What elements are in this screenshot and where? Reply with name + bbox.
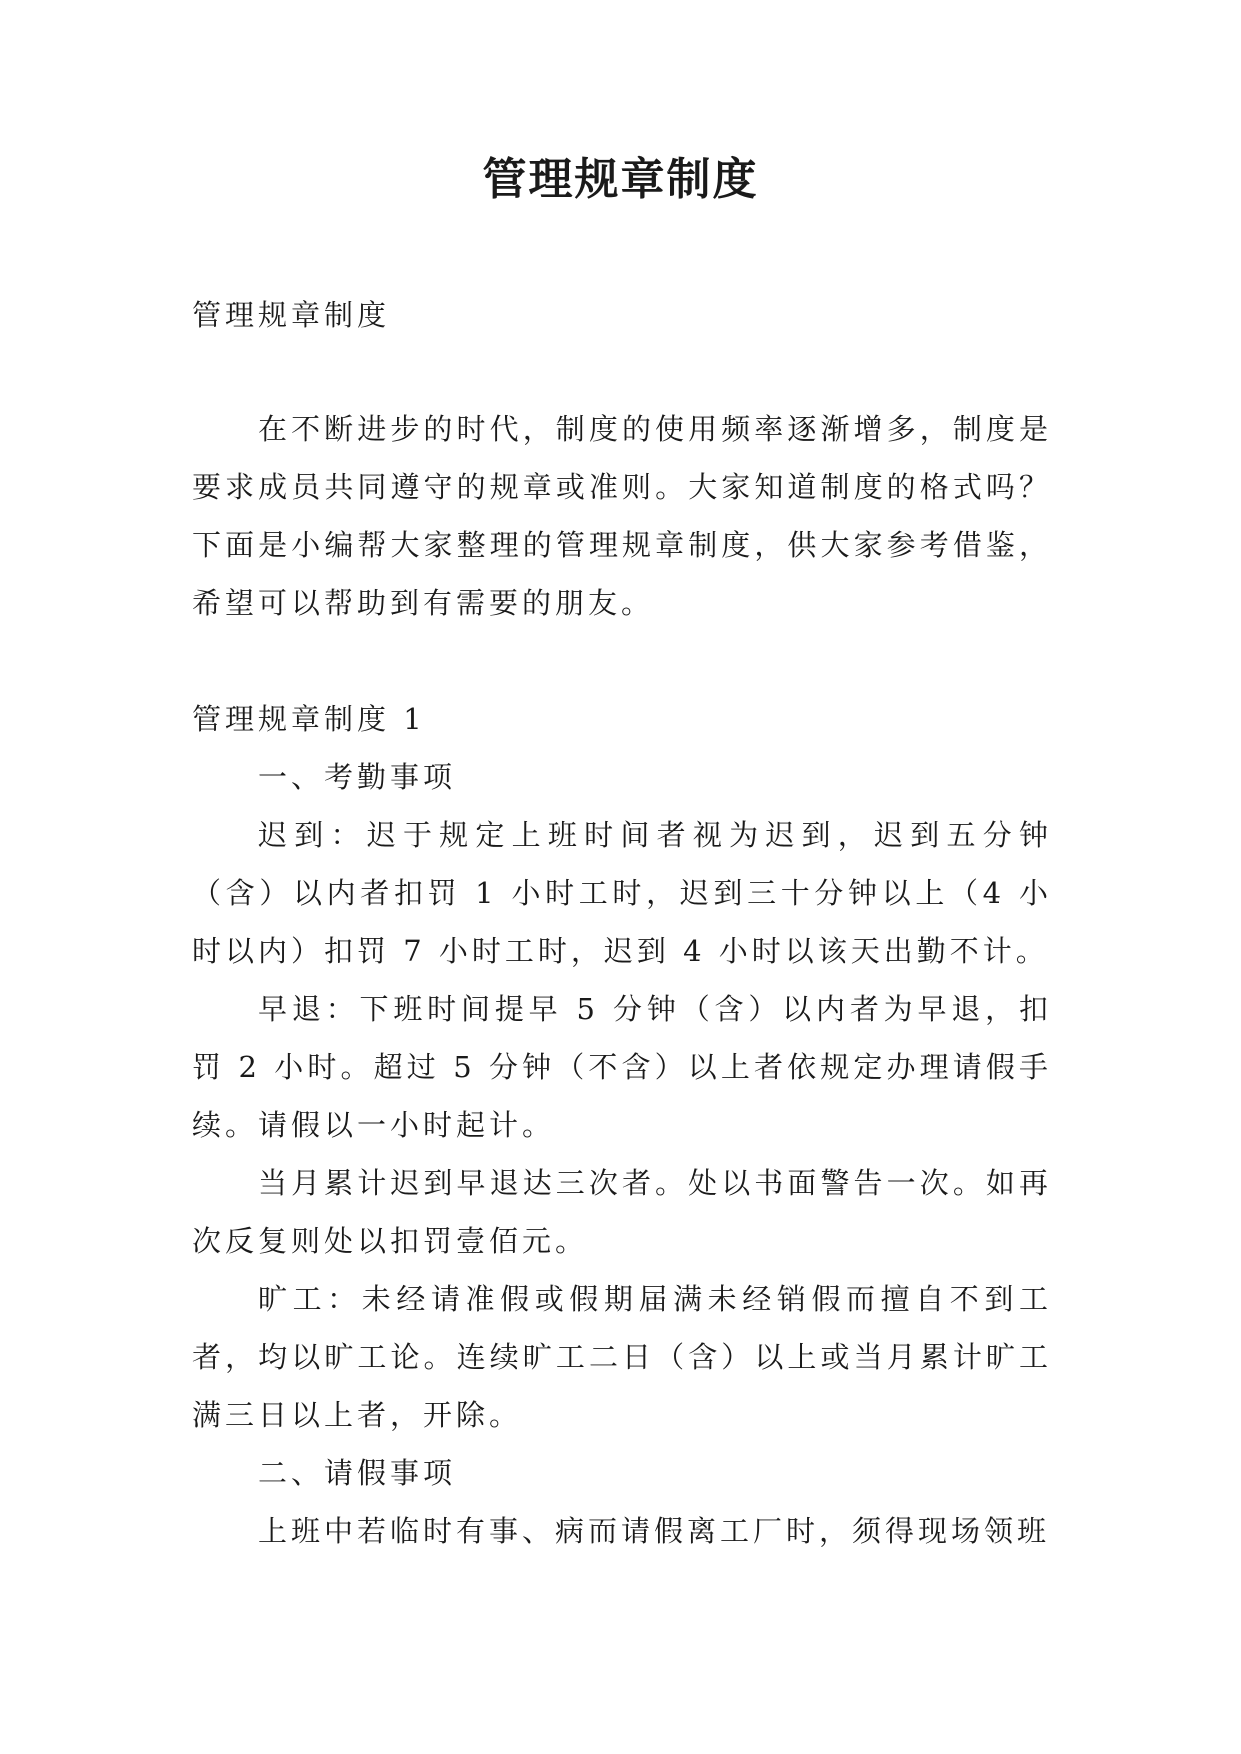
late-arrival-paragraph: 迟到：迟于规定上班时间者视为迟到，迟到五分钟（含）以内者扣罚 1 小时工时，迟到三十分钟以上（4 小时以内）扣罚 7 小时工时，迟到 4 小时以该天出勤不计。 [192, 818, 1052, 968]
leave-heading: 二、请假事项 [258, 1456, 457, 1490]
document-subtitle: 管理规章制度 [192, 298, 391, 332]
warning-paragraph: 当月累计迟到早退达三次者。处以书面警告一次。如再次反复则处以扣罚壹佰元。 [192, 1166, 1052, 1258]
attendance-heading: 一、考勤事项 [258, 760, 457, 794]
document-title: 管理规章制度 [482, 154, 759, 205]
section-1 [192, 690, 1052, 1560]
section-1-heading: 管理规章制度 1 [192, 702, 426, 736]
absence-paragraph: 旷工：未经请准假或假期届满未经销假而擅自不到工者，均以旷工论。连续旷工二日（含）以上或当月累计旷工满三日以上者，开除。 [192, 1282, 1052, 1432]
intro-paragraph: 在不断进步的时代，制度的使用频率逐渐增多，制度是要求成员共同遵守的规章或准则。大家知道制度的格式吗？下面是小编帮大家整理的管理规章制度，供大家参考借鉴，希望可以帮助到有需要的朋友。 [192, 412, 1052, 620]
early-leave-paragraph: 早退：下班时间提早 5 分钟（含）以内者为早退，扣罚 2 小时。超过 5 分钟（不含）以上者依规定办理请假手续。请假以一小时起计。 [192, 992, 1052, 1142]
leave-paragraph: 上班中若临时有事、病而请假离工厂时，须得现场领班 [258, 1514, 1051, 1548]
